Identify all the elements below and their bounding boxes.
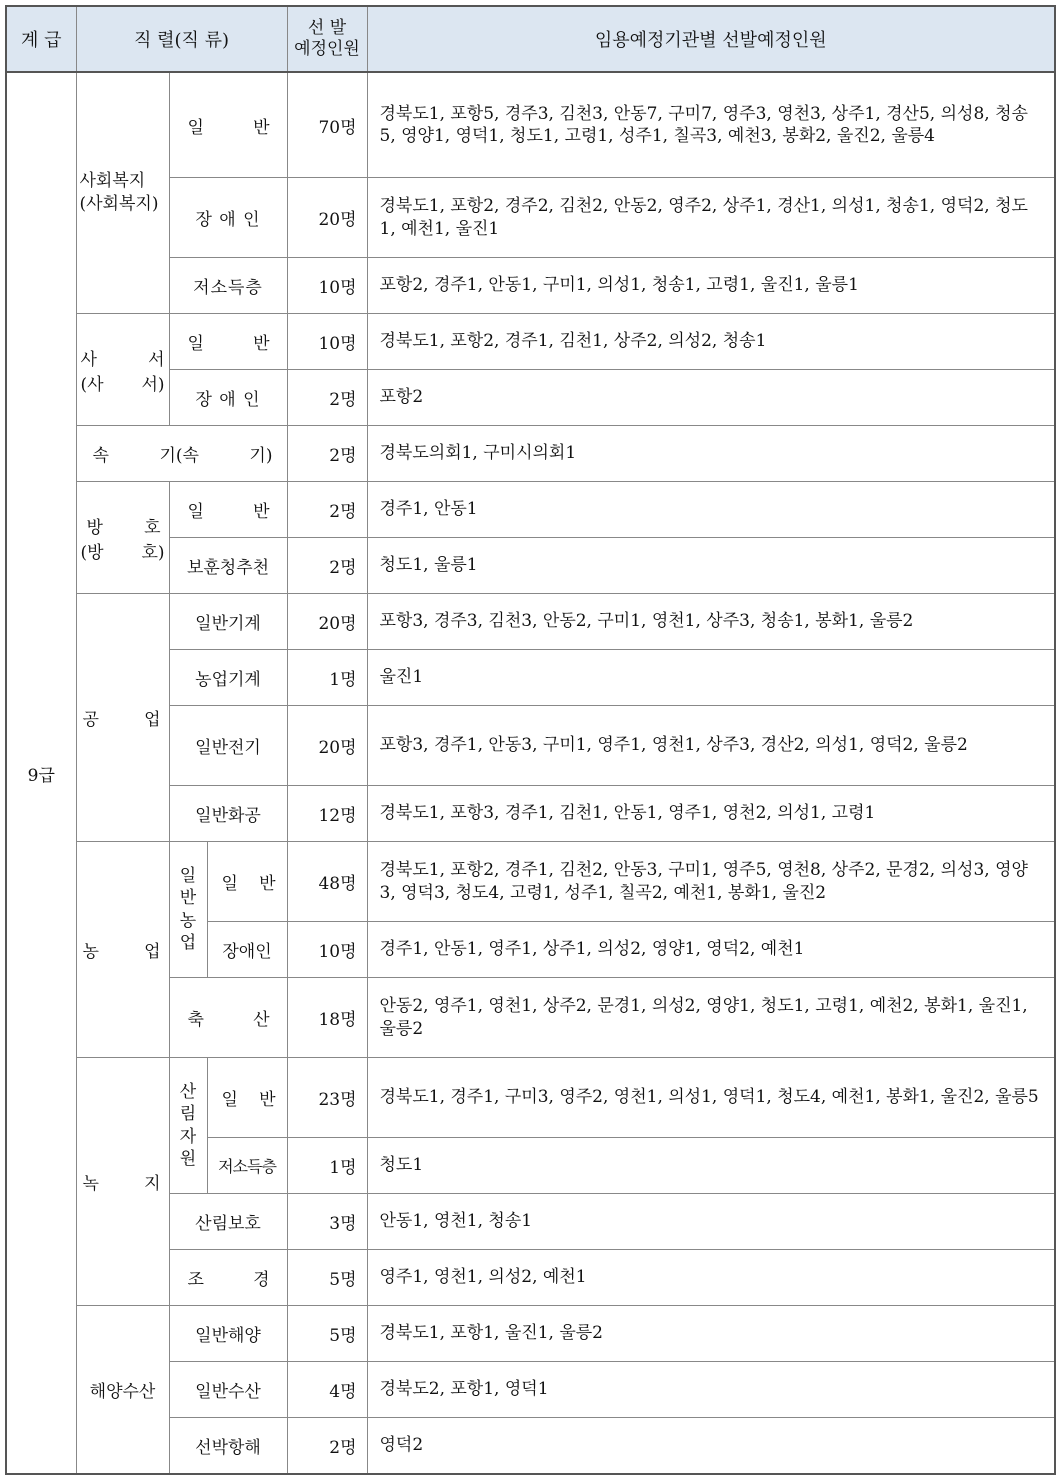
category-part: 호) [141,542,165,563]
table-row [6,72,1055,178]
category-part: 서 [148,349,165,370]
subcategory-cell: 일반전기 [169,706,287,786]
agency-cell: 영주1, 영천1, 의성2, 예천1 [367,1250,1055,1306]
subcategory-part: 반 [253,334,271,354]
category-part: 업 [144,710,161,730]
count-cell: 2명 [287,426,367,482]
category-part: 방 [86,517,103,538]
subcategory-part: 반 [259,1090,277,1110]
subcategory-cell: 장 애 인 [169,370,287,426]
category-social-welfare [76,72,169,314]
subgroup-general-agriculture [169,842,207,978]
subcategory-part: 반 [253,502,271,522]
subgroup-char: 자 [179,1126,197,1147]
header-grade: 계 급 [6,6,76,72]
subcategory-cell: 저소득층 [169,258,287,314]
category-green [76,1058,169,1306]
subcategory-cell: 일반해양 [169,1306,287,1362]
count-cell: 5명 [287,1306,367,1362]
subcategory-part: 일 [187,502,205,522]
table-row [6,482,1055,538]
category-part: 속 [92,446,109,466]
subcategory-cell [169,978,287,1058]
subcategory-cell: 보훈청추천 [169,538,287,594]
count-cell: 70명 [287,72,367,178]
subcategory-cell [169,72,287,178]
count-cell: 1명 [287,1138,367,1194]
category-part: (방 [80,542,104,563]
header-agency: 임용예정기관별 선발예정인원 [367,6,1055,72]
subcategory-part: 일 [221,1090,239,1110]
subcategory-part: 반 [259,874,277,894]
category-part: 공 [82,710,99,730]
subgroup-char: 농 [179,910,197,931]
header-count-line1: 선 발 [307,17,347,38]
subcategory-cell [169,1250,287,1306]
subgroup-char: 일 [179,866,197,887]
subcategory-part: 일 [187,334,205,354]
agency-cell: 경북도2, 포항1, 영덕1 [367,1362,1055,1418]
subcategory-cell [207,842,287,922]
agency-cell: 포항2, 경주1, 안동1, 구미1, 의성1, 청송1, 고령1, 울진1, 울릉1 [367,258,1055,314]
agency-cell: 경북도1, 포항2, 경주1, 김천2, 안동3, 구미1, 영주5, 영천8, 상주2, 문경2, 의성3, 영양3, 영덕3, 청도4, 고령1, 성주1, 칠곡2, 예천1, 봉화1, 울진2 [367,842,1055,922]
category-part: 기) [249,446,273,466]
agency-cell: 경주1, 안동1, 영주1, 상주1, 의성2, 영양1, 영덕2, 예천1 [367,922,1055,978]
agency-cell: 경주1, 안동1 [367,482,1055,538]
category-part: 사 [80,349,97,370]
count-cell: 2명 [287,370,367,426]
category-part: 녹 [82,1174,99,1194]
table-row [6,1306,1055,1362]
subcategory-cell: 일반화공 [169,786,287,842]
category-line: 사회복지 [79,171,146,192]
agency-cell: 포항3, 경주1, 안동3, 구미1, 영주1, 영천1, 상주3, 경산2, 의성1, 영덕2, 울릉2 [367,706,1055,786]
category-part: (사 [80,374,104,395]
subcategory-cell: 선박항해 [169,1418,287,1475]
count-cell: 3명 [287,1194,367,1250]
header-row [6,6,1055,72]
header-count [287,6,367,72]
count-cell: 20명 [287,594,367,650]
table-row [6,594,1055,650]
subcategory-cell: 산림보호 [169,1194,287,1250]
count-cell: 12명 [287,786,367,842]
recruitment-table-wrapper [5,5,1056,1475]
subcategory-part: 축 [187,1010,205,1030]
table-row [6,314,1055,370]
subcategory-part: 경 [253,1270,271,1290]
header-count-line2: 예정인원 [294,39,360,59]
subcategory-part: 조 [187,1270,205,1290]
table-row [6,1058,1055,1138]
subcategory-cell [207,1058,287,1138]
count-cell: 48명 [287,842,367,922]
agency-cell: 경북도1, 포항3, 경주1, 김천1, 안동1, 영주1, 영천2, 의성1, 고령1 [367,786,1055,842]
count-cell: 5명 [287,1250,367,1306]
subcategory-cell [169,314,287,370]
subgroup-char: 업 [179,932,197,953]
agency-cell: 울진1 [367,650,1055,706]
category-line: (사회복지) [79,194,159,214]
agency-cell: 안동2, 영주1, 영천1, 상주2, 문경1, 의성2, 영양1, 청도1, 고령1, 예천2, 봉화1, 울진1, 울릉2 [367,978,1055,1058]
category-agriculture [76,842,169,1058]
subcategory-cell: 농업기계 [169,650,287,706]
subgroup-char: 림 [179,1104,197,1125]
subcategory-part: 일 [187,117,205,138]
subcategory-cell: 일반기계 [169,594,287,650]
category-part: 농 [82,942,99,962]
category-industry [76,594,169,842]
agency-cell: 경북도1, 포항2, 경주2, 김천2, 안동2, 영주2, 상주1, 경산1, 의성1, 청송1, 영덕2, 청도1, 예천1, 울진1 [367,178,1055,258]
count-cell: 2명 [287,538,367,594]
count-cell: 2명 [287,482,367,538]
agency-cell: 청도1, 울릉1 [367,538,1055,594]
count-cell: 20명 [287,706,367,786]
category-part: 서) [141,374,165,395]
category-stenography [76,426,287,482]
category-librarian [76,314,169,426]
agency-cell: 경북도1, 포항5, 경주3, 김천3, 안동7, 구미7, 영주3, 영천3, 상주1, 경산5, 의성8, 청송5, 영양1, 영덕1, 청도1, 고령1, 성주1, 칠곡3, 예천3, 봉화2, 울진2, 울릉4 [367,72,1055,178]
subcategory-cell: 장애인 [207,922,287,978]
count-cell: 10명 [287,258,367,314]
agency-cell: 청도1 [367,1138,1055,1194]
count-cell: 10명 [287,314,367,370]
subcategory-cell: 저소득층 [207,1138,287,1194]
category-part: 호 [144,517,161,538]
count-cell: 18명 [287,978,367,1058]
subgroup-forest-resources [169,1058,207,1194]
subcategory-part: 일 [221,874,239,894]
count-cell: 20명 [287,178,367,258]
count-cell: 4명 [287,1362,367,1418]
category-part: 업 [144,942,161,962]
category-part: 기(속 [159,446,199,466]
category-guard [76,482,169,594]
subgroup-char: 원 [179,1148,197,1169]
category-part: 지 [144,1174,161,1194]
agency-cell: 영덕2 [367,1418,1055,1475]
subcategory-cell: 일반수산 [169,1362,287,1418]
subcategory-part: 반 [253,117,271,138]
subcategory-cell: 장 애 인 [169,178,287,258]
subgroup-char: 반 [179,888,197,909]
count-cell: 1명 [287,650,367,706]
subcategory-cell [169,482,287,538]
agency-cell: 안동1, 영천1, 청송1 [367,1194,1055,1250]
agency-cell: 포항2 [367,370,1055,426]
category-marine-fisheries: 해양수산 [76,1306,169,1475]
table-row [6,426,1055,482]
recruitment-table [5,5,1056,1475]
count-cell: 10명 [287,922,367,978]
table-row [6,842,1055,922]
grade-cell: 9급 [6,72,76,1474]
agency-cell: 포항3, 경주3, 김천3, 안동2, 구미1, 영천1, 상주3, 청송1, 봉화1, 울릉2 [367,594,1055,650]
count-cell: 2명 [287,1418,367,1475]
agency-cell: 경북도1, 경주1, 구미3, 영주2, 영천1, 의성1, 영덕1, 청도4, 예천1, 봉화1, 울진2, 울릉5 [367,1058,1055,1138]
count-cell: 23명 [287,1058,367,1138]
agency-cell: 경북도1, 포항1, 울진1, 울릉2 [367,1306,1055,1362]
subcategory-part: 산 [253,1010,271,1030]
header-job: 직 렬(직 류) [76,6,287,72]
agency-cell: 경북도의회1, 구미시의회1 [367,426,1055,482]
agency-cell: 경북도1, 포항2, 경주1, 김천1, 상주2, 의성2, 청송1 [367,314,1055,370]
subgroup-char: 산 [179,1082,197,1103]
